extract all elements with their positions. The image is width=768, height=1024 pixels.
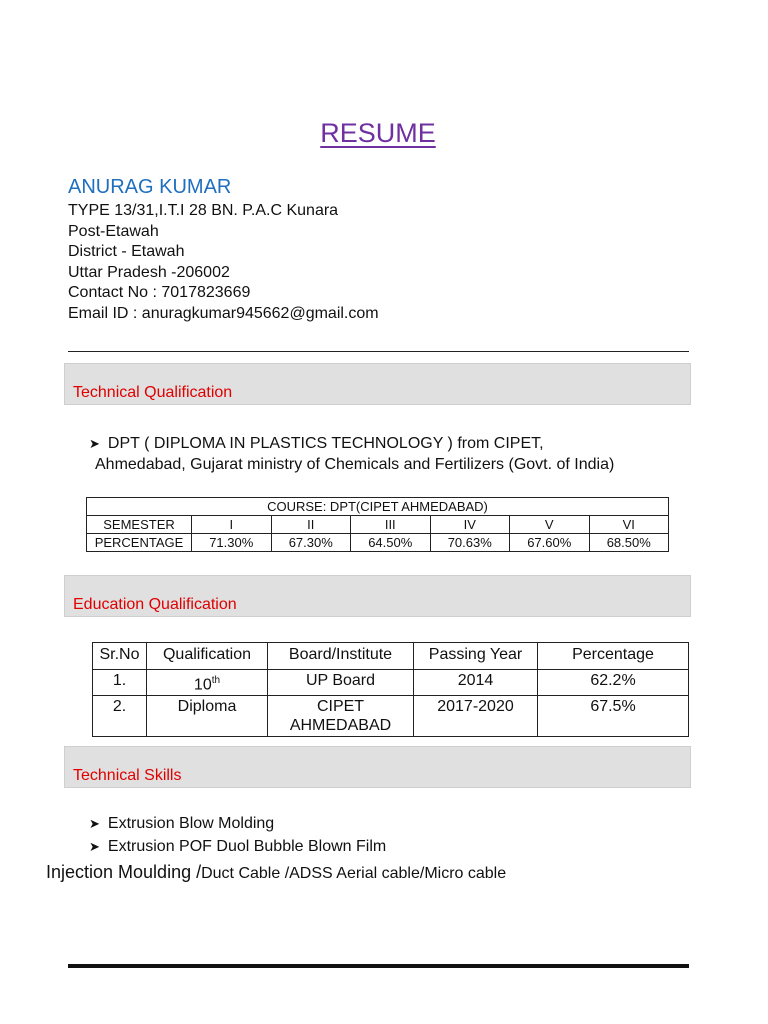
board-line: CIPET: [316, 698, 365, 716]
address-line: TYPE 13/31,I.T.I 28 BN. P.A.C Kunara: [68, 202, 339, 219]
table-row: [87, 516, 669, 534]
candidate-name: ANURAG KUMAR: [68, 176, 232, 198]
table-header: Passing Year: [414, 643, 538, 670]
divider: [68, 351, 689, 352]
table-cell: 67.60%: [510, 534, 590, 552]
education-table: [92, 642, 689, 737]
arrow-bullet-icon: ➤: [89, 436, 100, 451]
dpt-govt: Govt. of India: [513, 456, 609, 473]
table-cell: III: [351, 516, 431, 534]
table-cell: 2014: [414, 670, 538, 696]
table-cell: 68.50%: [589, 534, 669, 552]
table-cell: 2017-2020: [414, 696, 538, 737]
table-cell: 67.5%: [538, 696, 689, 737]
section-heading: Technical Qualification: [73, 384, 233, 401]
qualification-suffix: th: [211, 675, 221, 686]
table-cell: [147, 670, 268, 696]
footer-divider: [68, 964, 689, 968]
address-line: Uttar Pradesh -206002: [68, 263, 230, 281]
dpt-bullet-line2: [95, 456, 614, 474]
table-cell: I: [192, 516, 272, 534]
table-cell: PERCENTAGE: [87, 534, 192, 552]
section-technical-skills: [64, 746, 691, 788]
section-technical-qualification: [64, 363, 691, 405]
skill-injection-main: Injection Moulding /: [46, 862, 202, 882]
table-cell: Diploma: [147, 696, 268, 737]
table-header: Qualification: [147, 643, 268, 670]
skill-injection-line: [46, 862, 506, 883]
arrow-bullet-icon: ➤: [89, 839, 100, 854]
skill-item: [89, 815, 274, 833]
table-row: [93, 696, 689, 737]
section-heading: Education Qualification: [73, 596, 237, 613]
table-cell: 64.50%: [351, 534, 431, 552]
table-cell: 70.63%: [430, 534, 510, 552]
dpt-ministry: Ahmedabad, Gujarat ministry of Chemicals and Fertilizers (: [95, 456, 514, 473]
resume-title: RESUME: [320, 118, 436, 148]
skill-label: Extrusion POF Duol Bubble Blown Film: [107, 838, 387, 855]
dpt-course: DPT ( DIPLOMA IN PLASTICS TECHNOLOGY ): [107, 435, 453, 452]
dpt-institute: CIPET: [493, 435, 540, 452]
course-table: [86, 497, 669, 552]
table-cell: 1.: [93, 670, 147, 696]
dpt-from: from: [452, 435, 494, 452]
table-cell: V: [510, 516, 590, 534]
table-header: Percentage: [538, 643, 689, 670]
contact-number: Contact No : 7017823669: [68, 284, 251, 301]
address-line: Post-Etawah: [68, 222, 159, 240]
table-cell: 62.2%: [538, 670, 689, 696]
address-line: District - Etawah: [68, 243, 185, 260]
table-row: [87, 534, 669, 552]
table-cell: [268, 696, 414, 737]
table-cell: VI: [589, 516, 669, 534]
skill-item: [89, 838, 386, 856]
arrow-bullet-icon: ➤: [89, 816, 100, 831]
table-cell: 2.: [93, 696, 147, 737]
table-cell: IV: [430, 516, 510, 534]
course-table-caption: COURSE: DPT(CIPET AHMEDABAD): [87, 498, 669, 516]
table-cell: II: [271, 516, 351, 534]
table-row: [93, 670, 689, 696]
skill-injection-rest: Duct Cable /ADSS Aerial cable/Micro cable: [201, 865, 507, 882]
email-address: Email ID : anuragkumar945662@gmail.com: [68, 305, 379, 322]
table-cell: 71.30%: [192, 534, 272, 552]
table-cell: 67.30%: [271, 534, 351, 552]
table-header-row: [93, 643, 689, 670]
table-cell: SEMESTER: [87, 516, 192, 534]
table-header: Board/Institute: [268, 643, 414, 670]
section-heading: Technical Skills: [73, 767, 182, 784]
dpt-bullet-line1: [89, 435, 544, 453]
dpt-comma: ,: [539, 435, 544, 452]
dpt-close-paren: ): [609, 456, 615, 473]
table-cell: UP Board: [268, 670, 414, 696]
section-education-qualification: [64, 575, 691, 617]
skill-label: Extrusion Blow Molding: [107, 815, 275, 832]
table-header: Sr.No: [93, 643, 147, 670]
qualification-value: 10: [193, 676, 212, 694]
board-line: AHMEDABAD: [289, 717, 392, 735]
